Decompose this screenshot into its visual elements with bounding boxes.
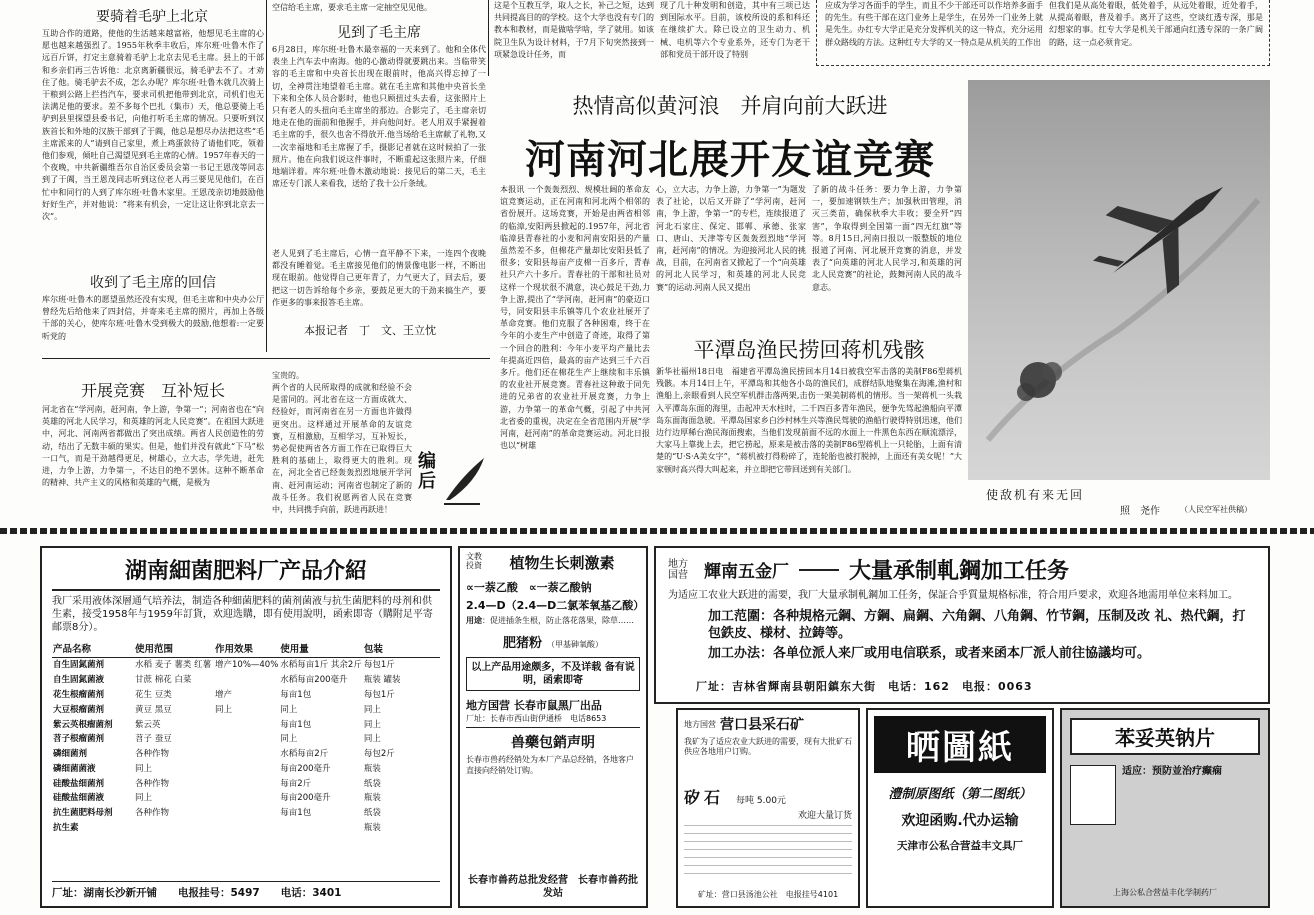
ad-ore-price: 每吨 5.00元 — [736, 796, 786, 806]
article-left-subtitle: 收到了毛主席的回信 — [90, 275, 216, 291]
ad-ore-tag: 地方国营 — [684, 719, 716, 729]
table-row: 紫云英根瘤菌剂 紫云英 每亩1包 同上 — [53, 719, 381, 730]
table-row: 抗生菌肥料母剂 各种作物 每亩1包 纸袋 — [53, 808, 381, 819]
ad-hormone-fertilizer: 肥猪粉 （甲基砷氧酸） — [502, 636, 604, 651]
section-rule — [42, 358, 490, 359]
boxed-article — [816, 0, 1270, 66]
table-row: 苕子根瘤菌剂 苕子 蚕豆 同上 同上 — [53, 734, 381, 745]
ad-hormone-tag: 文教 投資 — [466, 552, 482, 570]
ad-hormone-title: 植物生长刺激素 — [509, 554, 615, 572]
ad-hardware-intro: 为适应工农业大跃进的需要，我厂大量承制軋鋼加工任务，保証合乎質量規格标准，符合用戶要求，欢迎各地需用单位来料加工。 — [668, 590, 1238, 601]
table-row: 硅酸盐细菌剂 各种作物 每亩2斤 纸袋 — [53, 778, 381, 789]
pill-box-icon — [1070, 765, 1116, 825]
article-right-col3: 应成为学习各面手的学生，而且不少干部还可以作培养多面手的先生。有些干部在这门业务上是学生，在另外一门业务上就是先生。办红专大学正是充分发挥机关的这一特点，充分运用群众路线的方法。这种红专大学的又一特点是从机关的工作出 — [825, 1, 1043, 47]
ad-hormone-notice-title: 兽藥包銷声明 — [511, 735, 595, 751]
photo-fighter-jet — [968, 80, 1270, 480]
ad-ore-header — [684, 714, 852, 734]
main-col1: 本报讯 一个轰轰烈烈、规模壮阔的革命友谊竞赛运动，正在河南和河北两个相邻的省份展开。这场竞赛，开始是由两省相邻的临漳,安阳两县掀起的.1957年，河北省临漳县青春社的小麦和河南安阳县的产量虽然差不多，但棉花产量却比安阳县低了很多；安阳县每亩产皮棉一百多斤，青春社只产六十多斤。青春社的干部和社员对这样一个现状很不满意，决心鼓足干劲,力争上游,提出了“学河南，赶河南”的豪迈口号，同安阳县丰乐镇等几个农业社展开了革命竞赛。他们克服了各种困难，终于在今年的小麦生产中创造了奇迹，取得了第一个回合的胜利：今年小麦平均产量比去年提高近四倍，最高的亩产达到三千六百多斤。他们还在棉花生产上继续和丰乐镇的农业社开展竞赛。青春社这种敢于同先进的兄弟省的农业社开展竞赛，力争上游，力争第一的革命气概，引起了中共河北省委的重视，决定在全省范围内开展“学河南，赶河南”的革命竞赛运动。河北日报也以“树雄 — [500, 185, 650, 451]
ad-hormone-factory: 地方国营 长春市鼠黑厂出品 — [466, 699, 602, 712]
article-bottom-mid-lead: 宝贵的。 — [272, 371, 304, 380]
editor-mark-text: 编后 — [418, 451, 436, 492]
ad-hardware-tag: 地方 国营 — [668, 558, 688, 581]
col-header: 产品名称 — [52, 639, 134, 658]
ad-hormone-banner: 以上产品用途颇多，不及详载 备有说明，函索即寄 — [466, 657, 640, 691]
article-left-body: 互助合作的道路，使他的生活越来越富裕，他想见毛主席的心愿也越来越强烈了。1955年秋季丰收后，库尔班·吐鲁木作了远百斤饼，打定主意骑着毛驴上北京去见毛主席。县上的干部和乡亲们再三告诉他：北京离新疆很远，骑毛驴去不了。才劝住了他。骑毛驴去不成，怎么办呢？库尔班·吐鲁木就几次骑上干粮到公路上拦挡汽车，要求司机把他带到北京，司机们也无法满足他的要求。差不多每个巴扎（集市）天，他总要骑上毛驴到县里探望县委书记，向他打听毛主席的情况。只要听到汉族首长和外地的汉族干部到了于阗，他总是想尽办法把这些“毛主席派来的人”请到自己家里，煮上鸡蛋款待了请他们吃，领着他们参观，倾吐自己渴望见到毛主席的心情。1957年春天的一个夜晚，中共新疆维吾尔自治区委员会第一书记王恩茂等同志到了于阗，当王恩茂同志听到这位老人再三要见见他们，在百忙中和同行的人到了库尔班·吐鲁木家里。王恩茂亲切地鼓励他好好生产，并对他说：“将来有机会，一定让这让你到北京去一次”。 — [42, 29, 264, 222]
article-bottom-left-title: 开展竞赛 互补短长 — [80, 381, 225, 400]
article-right-col1: 这是个互教互学，取人之长，补己之短，达到共同提高目的的学校。这个大学也没有专门的教本和教材，而是做啥学啥，学了就用。如该院卫生队为设计材料，于7月下旬突然接到一项紧急设计任务，而 — [494, 1, 654, 59]
col-header: 使用量 — [279, 639, 363, 658]
ad-hardware-dash — [799, 569, 839, 571]
ad-fertilizer-intro: 我厂采用液体深層通气培养法，制造各种細菌肥料的菌剂菌液与抗生菌肥料的母剂和供生素，接受1958年与1959年訂貨，欢迎选購，即有使用說明，函索即寄（購附足平寄邮票8分）。 — [52, 596, 433, 633]
col-header: 作用效果 — [214, 639, 279, 658]
table-row: 磷细菌菌液 同上 每亩200毫升 瓶装 — [53, 763, 381, 774]
ad-section-divider — [0, 528, 1314, 534]
ad-hardware — [654, 546, 1270, 704]
product-table — [52, 639, 440, 835]
editor-mark — [418, 452, 492, 508]
article-bottom-left-body: 河北省在“学河南，赶河南，争上游，争第一”；河南省也在“向英雄的河北人民学习，和英雄的河北人民竞赛”。在祖国大跃进中，河北、河南两省都做出了突出成绩。两省人民创造性的劳动，结出了无数丰硕的果实。但是，他们并没有就此“下马”松一口气，而是干劲越得更足，树雄心，立大志，学先进，赶先进，力争上游，力争第一，不达目的绝不罢休。这种不断革命的精神、共产主义的风格和英雄的气概，是极为 — [42, 405, 264, 488]
article-mid-body2: 老人见到了毛主席后，心情一直平静不下来，一连四个夜晚都没有睡着觉。毛主席接见他们的情景像电影一样，不断出现在眼前。他觉得自己更年青了，力气更大了，回去后，要把这一切告诉给每个乡亲，要鼓足更大的干劲来搞生产，要作更多的事来报答毛主席。 — [272, 249, 486, 307]
ad-ore-footer: 矿址：营口县汤池公社 电报挂号4101 — [697, 890, 839, 899]
main-headline: 河南河北展开友谊竞赛 — [525, 137, 935, 183]
table-row: 硅酸盐细菌液 同上 每亩200毫升 瓶装 — [53, 793, 381, 804]
table-row: 自生固氮菌剂 水稻 麦子 薯类 红薯 增产10%—40% 水稻每亩1斤 其余2斤 每包1斤 — [53, 660, 395, 671]
quill-icon — [440, 454, 490, 506]
main-kicker: 热情高似黄河浪 并肩向前大跃进 — [572, 94, 888, 118]
jet-illustration — [968, 80, 1270, 480]
ad-ore-product: 矽石 — [684, 788, 725, 807]
ad-paper-maker: 天津市公私合营益丰文具厂 — [897, 840, 1023, 852]
ad-hormone — [458, 546, 648, 908]
photo-caption: 使敌机有来无回 — [986, 488, 1085, 502]
ad-fertilizer-title: 湖南細菌肥料厂产品介紹 — [52, 554, 440, 591]
ad-medicine — [1060, 708, 1270, 908]
ad-hardware-scope: 加工范圍：各种規格元鋼、方鋼、扁鋼、六角鋼、八角鋼、竹节鋼，压制及改 礼、热代鋼，打包鉄皮、様材、拉鋳等。 — [708, 609, 1246, 641]
ad-hardware-factory: 輝南五金厂 — [704, 562, 789, 582]
ad-medicine-use: 适应：预防並治疗癫痫 — [1122, 766, 1222, 777]
ad-medicine-maker: 上海公私合营益丰化学制药厂 — [1113, 888, 1217, 897]
ad-paper-subtitle: 澧制原图纸（第二图纸） — [888, 787, 1032, 802]
photo-credit-source: （人民空军社供稿） — [1180, 505, 1252, 514]
ad-ore-product-row — [684, 785, 852, 808]
column-rule — [488, 0, 489, 76]
plane-story-body: 新华社福州18日电 福建省平潭岛渔民捞回本月14日被我空军击落的美制F86型蒋机残骸。本月14日上午，平潭岛和其他各小岛的渔民们，成群结队地聚集在海滩,渔村和渔船上,亲眼看到人民空军机群击落两架,击伤一架美制蒋机的情形。当一架蒋机一头栽入平潭岛东面的海里，击起冲天水柱时，二千四百多青年渔民，便争先驾起渔船向平潭岛东面海面急驶。平潭岛国家乡白沙村林生兴等渔民驾驶的渔船行驶得特别迅速，他们边行边厚稀台渔民海面搜索，当他们发现前面不远的水面上一件黑色东西在顺流漂浮，大家马上靠拢上去，把它捞起，原来是被击落的美制F86型蒋机上一只轮胎，上面有清楚的“U·S·A美女字”，“蒋机被打得粉碎了，连轮胎也被打脱掉，上面还有美女呢！”大家顿时高兴得大叫起来，并立即把它带回送到有关部门。 — [656, 367, 962, 474]
ad-medicine-body — [1070, 765, 1260, 825]
article-right-col4: 但我们是从高处着眼，低处着手，从远处着眼，近处着手，从提高着眼，普及着手。离开了这些，空谈红透专深，那是幻想家的事。红专大学是机关干部通向红透专深的一条广阔的路，这一点必须肯定。 — [1049, 1, 1263, 47]
plane-story-headline: 平潭岛渔民捞回蒋机残骸 — [693, 338, 925, 362]
article-left-title: 要骑着毛驴上北京 — [96, 9, 208, 25]
ad-paper-title: 晒圖紙 — [874, 716, 1046, 773]
col-header: 使用范围 — [134, 639, 214, 658]
ad-ore-note: 欢迎大量订货 — [797, 811, 852, 821]
ad-ore-spec-lines — [684, 825, 852, 881]
ad-hormone-address: 厂址：长春市西山街伊通桥 电话8653 — [466, 713, 640, 728]
ad-ore — [676, 708, 860, 908]
article-left-body2: 库尔班·吐鲁木的愿望虽然还没有实现，但毛主席和中央办公厅曾经先后给他来了四封信，并寄来毛主席的照片，再加上各级干部的关心，使库尔班·吐鲁木受到极大的鼓励,他想着:一定要听党的 — [42, 295, 264, 341]
table-row: 磷细菌剂 各种作物 水稻每亩2斤 每包2斤 — [53, 749, 395, 760]
ad-ore-title: 营口县采石矿 — [720, 717, 804, 733]
table-row: 抗生素 瓶装 — [53, 822, 381, 833]
ad-hormone-line1: ∝一萘乙酸 ∝一萘乙酸钠 — [466, 581, 592, 594]
ad-hormone-line2: 2.4—D（2.4—D二氯苯氧基乙酸） — [466, 599, 645, 612]
ad-hardware-headline: 大量承制軋鋼加工任务 — [849, 559, 1070, 584]
ad-hardware-header — [668, 554, 1256, 585]
table-row: 大豆根瘤菌剂 黄豆 黑豆 同上 同上 同上 — [53, 704, 381, 715]
table-row: 自生固氮菌液 甘蔗 棉花 白菜 水稻每亩200毫升 瓶装 罐装 — [53, 675, 401, 686]
main-col2: 心，立大志，力争上游，力争第一”为题发表了社论，以后又开辟了“学河南，赶河南，争上游，争第一”的专栏，连续报道了河北石家庄、保定、邯郸、承德、张家口、唐山、天津等专区轰轰烈烈地“学河南，赶河南”的情况。为迎接河北人民的挑战，目前，在河南省又掀起了一个“向英雄的河北人民学习，和英雄的河北人民竞赛”的运动.河南人民又提出 — [656, 185, 806, 292]
article-mid-byline: 本报记者 丁 文、王立忱 — [304, 324, 436, 337]
ad-paper-slogan: 欢迎函购.代办运输 — [901, 813, 1019, 829]
ad-hardware-method: 加工办法：各单位派人来厂或用电信联系，或者来函本厂派人前往協議均可。 — [708, 646, 1151, 661]
ad-hardware-address: 厂址：吉林省輝南县朝阳鎮东大街 电话：162 电报：0063 — [696, 680, 1033, 693]
article-mid-lead: 空信给毛主席，要求毛主席一定抽空见见他。 — [272, 3, 432, 12]
ad-fertilizer-footer: 厂址：湖南长沙新开铺 电报挂号：5497 电话：3401 — [52, 881, 440, 900]
article-mid-body: 6月28日，库尔班·吐鲁木最幸福的一天来到了。他和全体代表坐上汽车去中南海。他的心激动得就要跳出来。当临带笑容的毛主席和中央首长出现在眼前时，他高兴得忘掉了一切，全神贯注地望着毛主席。就在毛主席和其他中央首长坐下来和全体人员合影时，他也只顾扭过头去看，这张照片上只有老人的头扭向毛主席坐的那边。合影完了，毛主席亲切地走在他的面前和他握手，并向他问好。老人用双手紧握着毛主席的手，很久也舍不得放开.他当场给毛主席献了礼物,又一次幸福地和毛主席握了手，摄影记者就在这时候拍了一张照片。他在向我们说这件事时，不断重起这张照片来，仔细地端详着。库尔班·吐鲁木激动地说：接见后的第二天，毛主席还专门派人来看我，送给了我十公斤条绒。 — [272, 45, 486, 189]
col-header: 包装 — [363, 639, 440, 658]
main-col3: 了新的战斗任务：要力争上游，力争第一，要加速钢铁生产；加强秋田管理，消灭三类苗，确保秋季大丰收；要全歼“四害”，争取得到全国第一面“四无红旗”等等。8月15日,河南日报以一版整版的地位报道了河南、河北展开竞赛的消息，并发表了“向英雄的河北人民学习,和英雄的河北人民竞赛”的社论，鼓舞河南人民的战斗意志。 — [812, 185, 962, 292]
article-bottom-mid-body: 两个省的人民所取得的成就和经验不会是雷同的。河北省在这一方面成就大、经验好，而河南省在另一方面也许做得更突出。这样通过开展革命的友谊竞赛，互相激励，互相学习，互补短长，势必促使两省各方面工作在已取得巨大胜利的基础上，取得更大的胜利。现在，河北全省已经轰轰烈烈地展开学河南、赶河南运动；河南省也制定了新的战斗任务。我们祝愿两省人民在竞赛中，共同携手向前，跃进再跃进！ — [272, 383, 412, 515]
ad-medicine-title: 苯妥英钠片 — [1070, 718, 1260, 755]
ad-fertilizer — [40, 546, 452, 908]
article-mid-title: 见到了毛主席 — [337, 25, 421, 41]
table-row: 花生根瘤菌剂 花生 豆类 增产 每亩1包 每包1斤 — [53, 689, 395, 700]
ad-hormone-dist-footer: 长春市兽药总批发经营 长春市兽药批发站 — [468, 875, 638, 899]
article-right-col2: 现了几十种发明和创造，其中有三项已达到国际水平。目前，该校所设的系和科还在继续扩大。除已设立的卫生动力、机械、电机等六个专业系外，还专门为老干部和党员干部开设了特别 — [660, 1, 810, 59]
column-rule — [266, 0, 267, 352]
ad-hormone-notice-text: 长春市兽药经销处为本厂产品总经销，各地客户直接向经销处订购。 — [466, 755, 634, 775]
photo-credit: 照 尧作 — [1120, 506, 1160, 517]
ad-paper — [866, 708, 1054, 908]
ad-hormone-use: 用途：促进插条生根，防止落花落果，除草…… — [466, 616, 634, 625]
ad-ore-intro: 我矿为了适应农业大跃进的需要，现有大批矿石供应各地用户订购。 — [684, 737, 852, 756]
